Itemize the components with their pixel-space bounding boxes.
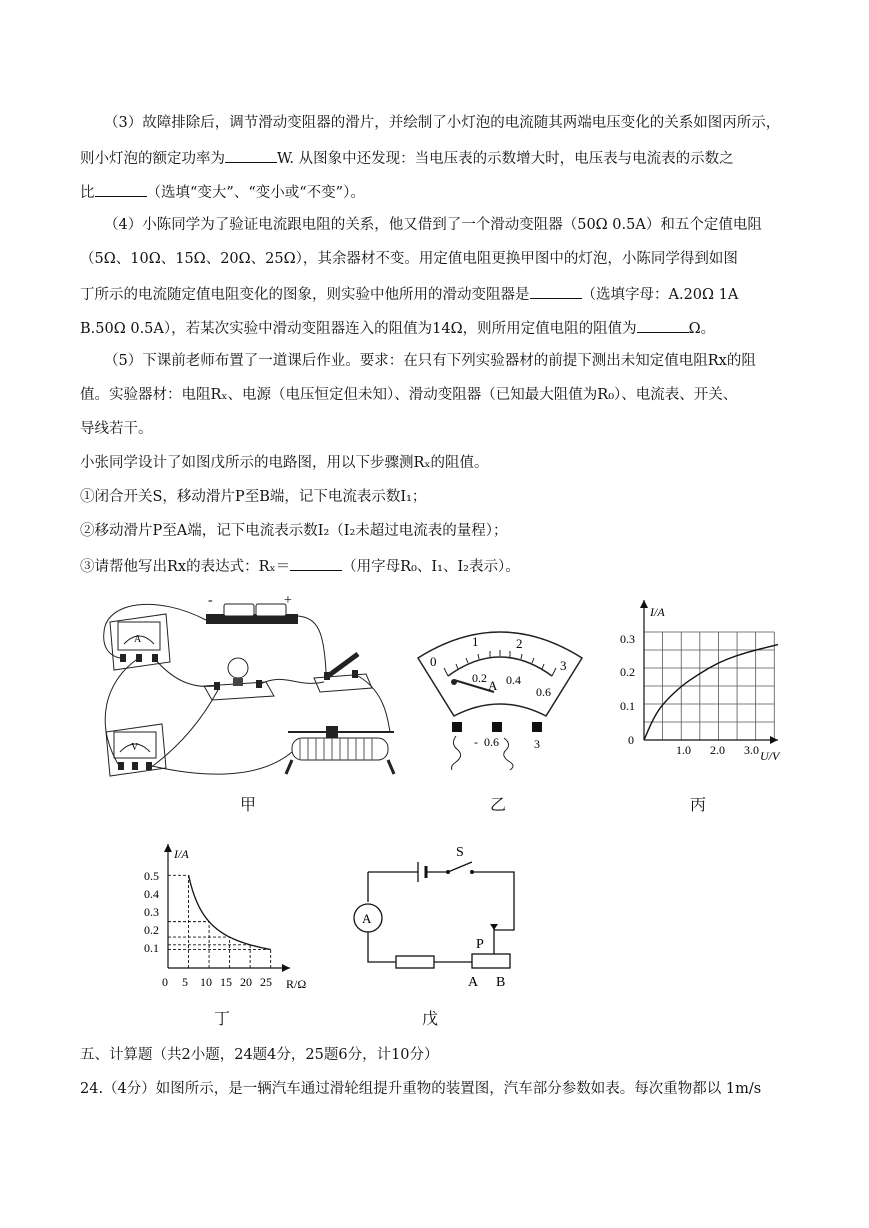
q4-line3b: （选填字母：A.20Ω 1A — [581, 287, 739, 303]
q3-line3b: （选填“变大”、“变小或“不变”）。 — [146, 185, 365, 201]
ammeter-device — [110, 614, 170, 670]
ratio-answer-blank[interactable] — [95, 181, 147, 197]
q4-line3a: 丁所示的电流随定值电阻变化的图象，则实验中他所用的滑动变阻器是 — [80, 287, 530, 303]
ding-ylabel: I/A — [174, 847, 189, 861]
q4-line1: （4）小陈同学为了验证电流跟电阻的关系，他又借到了一个滑动变阻器（50Ω 0.5A）和五个定值电阻 — [104, 217, 762, 233]
q5-line3: 导线若干。 — [80, 421, 153, 437]
voltmeter-letter: V — [131, 742, 139, 753]
q5-step3a: ③请帮他写出Rx的表达式：Rₓ＝ — [80, 559, 291, 575]
switch-blade — [448, 862, 472, 872]
ding-xtick-10: 10 — [200, 975, 212, 989]
dial-top-1: 1 — [472, 634, 479, 649]
ding-xlabel: R/Ω — [286, 977, 307, 991]
switch-device — [314, 654, 372, 692]
figure-wu-circuit — [348, 842, 524, 990]
bing-ytick-02: 0.2 — [620, 665, 635, 679]
figure-ding-chart — [140, 838, 330, 998]
q5-step2: ②移动滑片P至A端，记下电流表示数I₂（I₂未超过电流表的量程）； — [80, 523, 508, 539]
caption-jia: 甲 — [240, 795, 257, 814]
ding-ytick-03: 0.3 — [144, 905, 159, 919]
rx-expression-blank[interactable] — [290, 555, 342, 571]
bing-xtick-3: 3.0 — [744, 743, 759, 757]
caption-bing: 丙 — [690, 795, 707, 814]
ding-ytick-01: 0.1 — [144, 941, 159, 955]
q4-line3 — [80, 283, 738, 305]
q5-line2: 值。实验器材：电阻Rₓ、电源（电压恒定但未知）、滑动变阻器（已知最大阻值为R₀）、电流表、开关、 — [80, 387, 738, 403]
resistance-answer-blank[interactable] — [637, 317, 689, 333]
q4-line2: （5Ω、10Ω、15Ω、20Ω、25Ω），其余器材不变。用定值电阻更换甲图中的灯泡，小陈同学得到如图 — [80, 251, 738, 267]
q5-step1: ①闭合开关S，移动滑片P至B端，记下电流表示数I₁； — [80, 489, 427, 505]
ding-xtick-20: 20 — [240, 975, 252, 989]
terminal-06: 0.6 — [484, 735, 499, 749]
dial-bottom-02: 0.2 — [472, 671, 487, 685]
ding-ytick-04: 0.4 — [144, 887, 159, 901]
caption-wu: 戊 — [422, 1009, 439, 1028]
dial-top-2: 2 — [516, 636, 523, 651]
bing-axes — [640, 600, 778, 744]
ding-series-line — [189, 875, 271, 949]
q4-line4 — [80, 317, 715, 339]
figure-bing-chart — [610, 594, 790, 774]
q3-line3a: 比 — [80, 185, 95, 201]
figure-yi-ammeter-dial — [410, 612, 590, 782]
q4-line4a: B.50Ω 0.5A），若某次实验中滑动变阻器连入的阻值为14Ω，则所用定值电阻的阻值为 — [80, 321, 637, 337]
circuit-ammeter-letter: A — [362, 911, 372, 926]
caption-ding: 丁 — [214, 1009, 231, 1028]
q5-step3b: （用字母R₀、I₁、I₂表示）。 — [342, 559, 520, 575]
dial-bottom-06: 0.6 — [536, 685, 551, 699]
bing-series-line — [644, 645, 778, 740]
rheostat-device — [286, 726, 394, 774]
voltmeter-device — [106, 724, 166, 776]
q4-line4b: Ω。 — [688, 321, 716, 337]
ding-xtick-25: 25 — [260, 975, 272, 989]
terminal-3: 3 — [534, 737, 540, 751]
dial-unit: A — [488, 678, 498, 693]
circuit-end-a-label: A — [468, 975, 479, 990]
power-answer-blank[interactable] — [225, 147, 277, 163]
terminal-minus: - — [474, 735, 478, 749]
ding-xtick-15: 15 — [220, 975, 232, 989]
dial-top-3: 3 — [560, 658, 567, 673]
q3-line2a: 则小灯泡的额定功率为 — [80, 151, 225, 167]
bing-ytick-03: 0.3 — [620, 632, 635, 646]
question-24-text: 24.（4分）如图所示，是一辆汽车通过滑轮组提升重物的装置图，汽车部分参数如表。每次重物都以 1m/s — [80, 1081, 762, 1097]
rheostat-symbol — [472, 954, 510, 968]
ding-xtick-0: 0 — [162, 975, 168, 989]
ding-ytick-02: 0.2 — [144, 923, 159, 937]
dial-bottom-04: 0.4 — [506, 673, 521, 687]
ding-ytick-05: 0.5 — [144, 869, 159, 883]
resistor-rx-symbol — [396, 956, 434, 968]
bing-ytick-01: 0.1 — [620, 699, 635, 713]
bing-xlabel: U/V — [760, 749, 780, 763]
circuit-switch-label: S — [456, 845, 464, 860]
bing-xtick-2: 2.0 — [710, 743, 725, 757]
q3-line3 — [80, 181, 365, 203]
battery-minus-label: - — [208, 593, 213, 608]
rheostat-answer-blank[interactable] — [530, 283, 582, 299]
bing-grid — [644, 632, 774, 740]
dial-top-0: 0 — [430, 654, 437, 669]
figure-jia-apparatus — [96, 592, 408, 792]
q3-line2 — [80, 147, 734, 169]
battery-plus-label: + — [284, 593, 292, 608]
q3-line1: （3）故障排除后，调节滑动变阻器的滑片，并绘制了小灯泡的电流随其两端电压变化的关系如图丙所示， — [104, 115, 781, 131]
bing-xtick-1: 1.0 — [676, 743, 691, 757]
q3-line2b: W. 从图象中还发现：当电压表的示数增大时，电压表与电流表的示数之 — [277, 151, 734, 167]
circuit-slider-label: P — [476, 937, 484, 952]
caption-yi: 乙 — [490, 795, 507, 814]
circuit-end-b-label: B — [496, 975, 506, 990]
bing-ylabel: I/A — [650, 605, 665, 619]
ding-guides — [168, 875, 271, 968]
q5-line4: 小张同学设计了如图戊所示的电路图，用以下步骤测Rₓ的阻值。 — [80, 455, 489, 471]
ammeter-letter: A — [134, 634, 142, 645]
lamp-device — [204, 658, 274, 700]
bing-origin-label: 0 — [628, 733, 634, 747]
q5-step3 — [80, 555, 520, 577]
section-five-heading: 五、计算题（共2小题，24题4分，25题6分，计10分） — [80, 1047, 439, 1063]
ding-xtick-5: 5 — [182, 975, 188, 989]
q5-line1: （5）下课前老师布置了一道课后作业。要求：在只有下列实验器材的前提下测出未知定值电阻Rx的阻 — [104, 353, 756, 369]
